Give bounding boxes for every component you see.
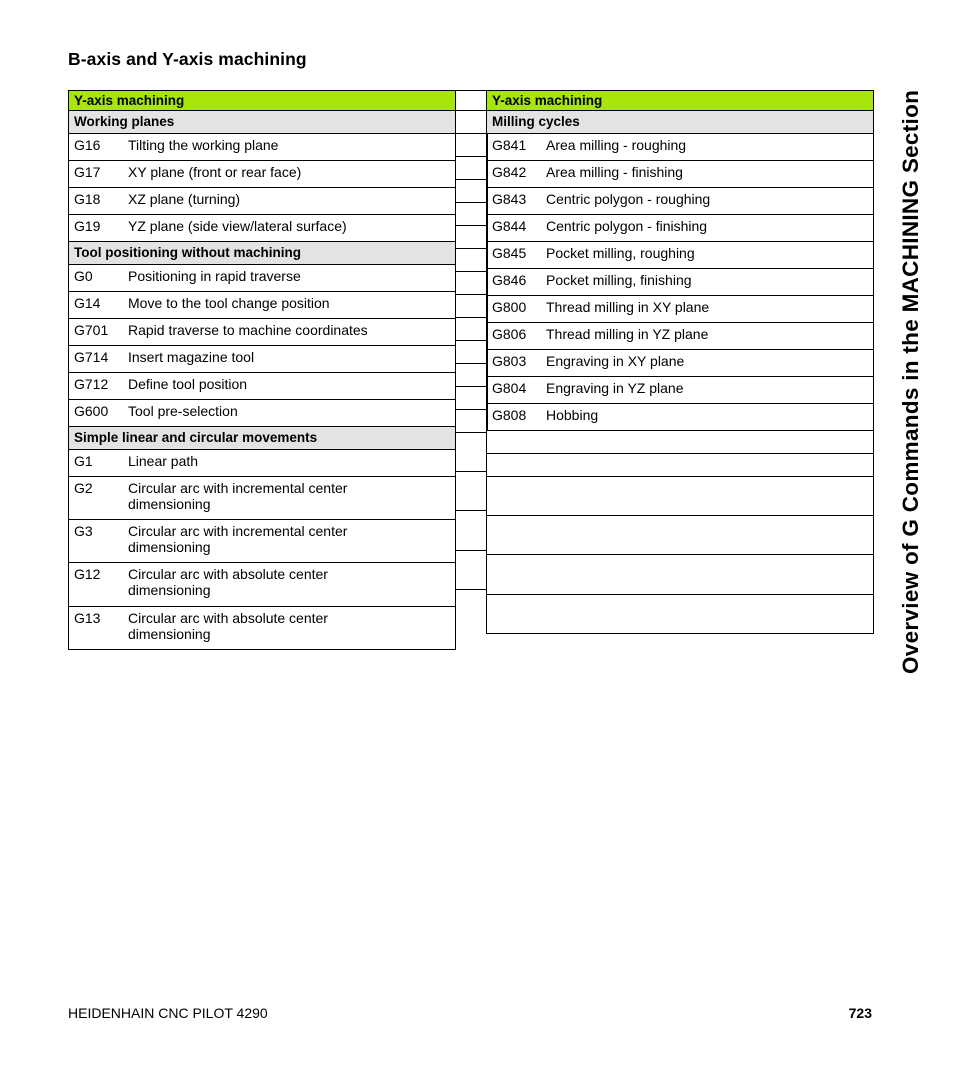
spacer-cell — [456, 226, 488, 249]
table-row — [487, 296, 874, 323]
right-command-table — [486, 90, 874, 634]
spacer-cell — [456, 341, 488, 364]
spacer-cell — [456, 318, 488, 341]
empty-cell — [487, 516, 874, 555]
g-code: G12 — [74, 566, 101, 582]
g-code-description: Hobbing — [546, 407, 599, 423]
group-title-linear-circular: Simple linear and circular movements — [69, 427, 456, 450]
g-code: G800 — [492, 299, 527, 315]
g-code: G3 — [74, 523, 93, 539]
g-code-description: Circular arc with incremental center dimensioning — [128, 480, 348, 512]
g-code-description: Engraving in XY plane — [546, 353, 685, 369]
g-code-description: YZ plane (side view/lateral surface) — [128, 218, 347, 234]
spacer-cell — [456, 157, 488, 180]
table-row — [69, 292, 456, 319]
table-row — [69, 319, 456, 346]
g-code: G14 — [74, 295, 101, 311]
spacer-cell — [456, 91, 488, 111]
table-row — [69, 188, 456, 215]
g-code: G16 — [74, 137, 101, 153]
g-code-description: Circular arc with incremental center dimensioning — [128, 523, 348, 555]
g-code-description: Move to the tool change position — [128, 295, 330, 311]
g-code: G846 — [492, 272, 527, 288]
g-code: G1 — [74, 453, 93, 469]
g-code-description: Engraving in YZ plane — [546, 380, 684, 396]
g-code-description: XY plane (front or rear face) — [128, 164, 302, 180]
g-code-description: Area milling - roughing — [546, 137, 687, 153]
group-title-tool-positioning: Tool positioning without machining — [69, 242, 456, 265]
page-number: 723 — [848, 1005, 872, 1021]
g-code: G2 — [74, 480, 93, 496]
g-code: G806 — [492, 326, 527, 342]
spacer-cell — [456, 295, 488, 318]
spacer-column — [455, 90, 488, 590]
empty-cell — [487, 477, 874, 516]
spacer-cell — [456, 249, 488, 272]
table-row — [69, 373, 456, 400]
g-code: G18 — [74, 191, 101, 207]
g-code-description: Circular arc with absolute center dimensioning — [128, 610, 328, 642]
table-row — [69, 477, 456, 520]
group-title-milling-cycles: Milling cycles — [487, 111, 874, 134]
table-row — [69, 607, 456, 650]
spacer-cell — [456, 551, 488, 590]
g-code: G804 — [492, 380, 527, 396]
g-code: G13 — [74, 610, 101, 626]
g-code: G701 — [74, 322, 109, 338]
side-title: Overview of G Commands in the MACHINING Section — [898, 89, 923, 674]
spacer-cell — [456, 180, 488, 203]
spacer-cell — [456, 387, 488, 410]
table-row — [69, 161, 456, 188]
spacer-cell — [456, 134, 488, 157]
g-code: G714 — [74, 349, 109, 365]
g-code-description: Thread milling in XY plane — [546, 299, 710, 315]
g-code: G841 — [492, 137, 527, 153]
g-code: G803 — [492, 353, 527, 369]
spacer-cell — [456, 203, 488, 226]
spacer-cell — [456, 511, 488, 551]
spacer-cell — [456, 364, 488, 387]
g-code-description: Circular arc with absolute center dimensioning — [128, 566, 328, 598]
table-row — [487, 161, 874, 188]
spacer-cell — [456, 111, 488, 134]
g-code-description: Centric polygon - roughing — [546, 191, 711, 207]
empty-cell — [487, 431, 874, 454]
g-code: G845 — [492, 245, 527, 261]
empty-cell — [487, 454, 874, 477]
table-row — [487, 242, 874, 269]
g-code-description: Area milling - finishing — [546, 164, 683, 180]
g-code: G712 — [74, 376, 109, 392]
g-code-description: Pocket milling, finishing — [546, 272, 692, 288]
table-row — [69, 450, 456, 477]
empty-cell — [487, 595, 874, 634]
footer-product-name: HEIDENHAIN CNC PILOT 4290 — [68, 1005, 268, 1021]
empty-cell — [487, 555, 874, 595]
left-command-table — [68, 90, 456, 650]
table-row — [487, 377, 874, 404]
section-title: B-axis and Y-axis machining — [68, 49, 307, 69]
table-row — [487, 404, 874, 431]
g-code: G844 — [492, 218, 527, 234]
left-table-header: Y-axis machining — [69, 91, 456, 111]
spacer-cell — [456, 272, 488, 295]
spacer-cell — [456, 472, 488, 511]
g-code-description: Pocket milling, roughing — [546, 245, 695, 261]
g-code-description: Linear path — [128, 453, 199, 469]
table-row — [487, 188, 874, 215]
g-code: G0 — [74, 268, 93, 284]
g-code: G19 — [74, 218, 101, 234]
g-code-description: XZ plane (turning) — [128, 191, 241, 207]
g-code: G600 — [74, 403, 109, 419]
table-row — [69, 346, 456, 373]
spacer-cell — [456, 410, 488, 433]
table-row — [69, 215, 456, 242]
table-row — [69, 563, 456, 607]
g-code: G808 — [492, 407, 527, 423]
g-code-description: Positioning in rapid traverse — [128, 268, 301, 284]
g-code-description: Insert magazine tool — [128, 349, 255, 365]
table-row — [69, 134, 456, 161]
table-row — [69, 520, 456, 563]
g-code-description: Define tool position — [128, 376, 248, 392]
g-code-description: Tilting the working plane — [128, 137, 279, 153]
g-code-description: Rapid traverse to machine coordinates — [128, 322, 368, 338]
g-code: G842 — [492, 164, 527, 180]
table-row — [487, 215, 874, 242]
g-code-description: Tool pre-selection — [128, 403, 238, 419]
right-table-header: Y-axis machining — [487, 91, 874, 111]
g-code-description: Centric polygon - finishing — [546, 218, 708, 234]
table-row — [487, 350, 874, 377]
g-code: G843 — [492, 191, 527, 207]
table-row — [69, 265, 456, 292]
table-row — [487, 269, 874, 296]
spacer-cell — [456, 433, 488, 472]
table-row — [69, 400, 456, 427]
g-code: G17 — [74, 164, 101, 180]
table-row — [487, 134, 874, 161]
group-title-working-planes: Working planes — [69, 111, 456, 134]
table-row — [487, 323, 874, 350]
g-code-description: Thread milling in YZ plane — [546, 326, 709, 342]
